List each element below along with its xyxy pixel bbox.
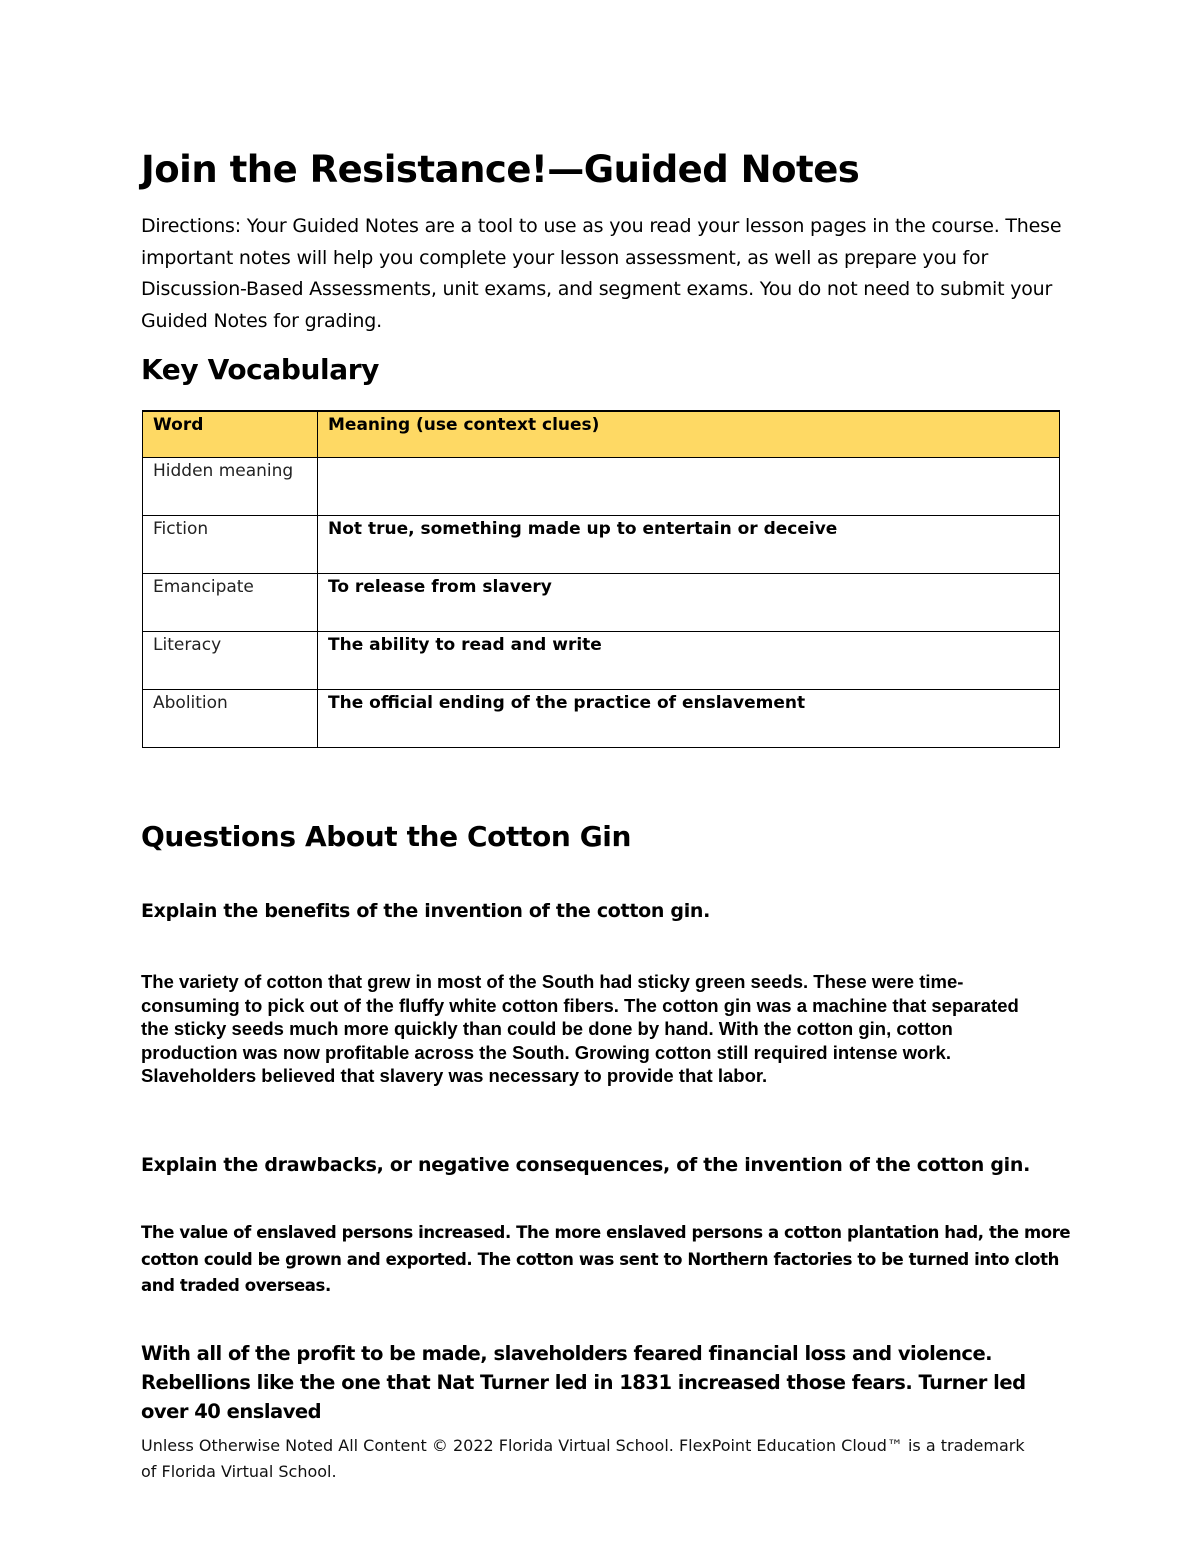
word-cell: Emancipate [143,574,318,632]
vocabulary-table [142,410,1060,748]
column-header-word: Word [143,411,318,458]
answer-benefits: The variety of cotton that grew in most of the South had sticky green seeds. These were time-consuming to pick out of the fluffy white cotton fibers. The cotton gin was a machine that separated the sticky seeds much more quickly than could be done by hand. With the cotton gin, cotton production was now profitable across the South. Growing cotton still required intense work. Slaveholders believed that slavery was necessary to provide that labor. [141,971,1019,1086]
page-title: Join the Resistance!—Guided Notes [141,148,860,191]
answer-continuation: With all of the profit to be made, slaveholders feared financial loss and violence. Rebellions like the one that Nat Turner led in 1831 increased those fears. Turner led over 40 enslaved [141,1342,1026,1423]
column-header-meaning: Meaning (use context clues) [318,411,1060,458]
word-cell: Fiction [143,516,318,574]
questions-heading: Questions About the Cotton Gin [141,820,632,853]
question-benefits: Explain the benefits of the invention of the cotton gin. [141,900,711,922]
meaning-cell: Not true, something made up to entertain or deceive [318,516,1060,574]
word-cell: Abolition [143,690,318,748]
directions-text: Directions: Your Guided Notes are a tool to use as you read your lesson pages in the course. These important notes will help you complete your lesson assessment, as well as prepare you for Discussion-Based Assessments, unit exams, and segment exams. You do not need to submit your Guided Notes for grading. [141,215,1062,332]
meaning-cell[interactable] [318,458,1060,516]
table-header-row [143,411,1060,458]
table-row [143,574,1060,632]
word-cell: Literacy [143,632,318,690]
key-vocabulary-heading: Key Vocabulary [141,353,379,386]
table-row [143,632,1060,690]
meaning-cell: The official ending of the practice of enslavement [318,690,1060,748]
table-row [143,516,1060,574]
question-drawbacks: Explain the drawbacks, or negative consequences, of the invention of the cotton gin. [141,1154,1031,1176]
table-row [143,690,1060,748]
word-cell: Hidden meaning [143,458,318,516]
meaning-cell: To release from slavery [318,574,1060,632]
table-row [143,458,1060,516]
meaning-cell: The ability to read and write [318,632,1060,690]
answer-drawbacks: The value of enslaved persons increased. The more enslaved persons a cotton plantation had, the more cotton could be grown and exported. The cotton was sent to Northern factories to be turned into cloth and traded overseas. [141,1223,1071,1295]
copyright-footer: Unless Otherwise Noted All Content © 2022 Florida Virtual School. FlexPoint Education Cloud™ is a trademark of Florida Virtual School. [141,1436,1025,1481]
